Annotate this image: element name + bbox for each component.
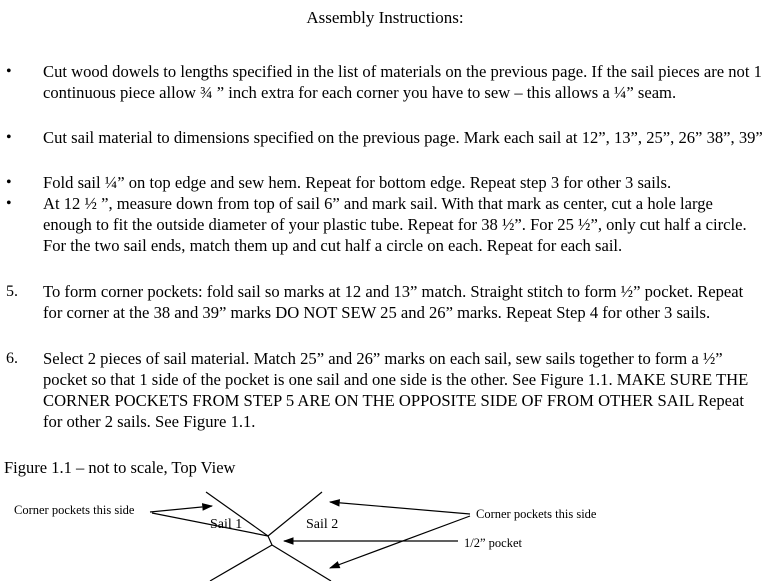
step-text: To form corner pockets: fold sail so marks at 12 and 13” match. Straight stitch to form ½” pocket. Repeat for corner at the 38 and 39” marks DO NOT SEW 25 and 26” marks. Repeat Step 4 for other 3 sails.	[43, 282, 744, 322]
list-item	[0, 193, 770, 281]
step-text: At 12 ½ ”, measure down from top of sail 6” and mark sail. With that mark as center, cut a hole large enough to fit the outside diameter of your plastic tube. Repeat for 38 ½”. For 25 ½”, only cut half a circle. For the two sail ends, match them up and cut half a circle on each. Repeat for each sail.	[43, 194, 747, 255]
step-text: Fold sail ¼” on top edge and sew hem. Repeat for bottom edge. Repeat step 3 for other 3 sails.	[43, 173, 672, 192]
label-sail2: Sail 2	[306, 517, 339, 532]
sail1-bottom-edge	[210, 545, 272, 581]
step-number: 5.	[6, 283, 18, 300]
sail2-lower-edge	[272, 545, 331, 581]
list-item	[0, 348, 770, 431]
figure-diagram	[0, 480, 770, 581]
figure-caption: Figure 1.1 – not to scale, Top View	[4, 458, 236, 477]
arrow-right-label-lower	[330, 516, 470, 568]
step-number: 6.	[6, 350, 18, 367]
bullet-marker: •	[6, 195, 12, 212]
list-item	[0, 127, 770, 172]
list-item	[0, 172, 770, 193]
bullet-marker: •	[6, 129, 12, 146]
step-text: Cut wood dowels to lengths specified in the list of materials on the previous page. If the sail pieces are not 1 continuous piece allow ¾ ” inch extra for each corner you have to sew – this allows a ¼” seam.	[43, 62, 762, 102]
bullet-marker: •	[6, 63, 12, 80]
label-sail1: Sail 1	[210, 517, 243, 532]
label-left: Corner pockets this side	[14, 503, 135, 517]
bullet-marker: •	[6, 174, 12, 191]
page-title: Assembly Instructions:	[306, 8, 464, 27]
pocket-edge	[268, 536, 272, 545]
arrow-left-label	[150, 506, 212, 512]
list-item	[0, 61, 770, 127]
list-item	[0, 281, 770, 348]
arrow-right-label-upper	[330, 502, 470, 514]
instruction-list	[0, 61, 770, 431]
label-pocket: 1/2” pocket	[464, 536, 522, 550]
step-text: Select 2 pieces of sail material. Match 25” and 26” marks on each sail, sew sails together to form a ½” pocket so that 1 side of the pocket is one sail and one side is the other. See Figure 1.1. MAKE SURE THE CORNER POCKETS FROM STEP 5 ARE ON THE OPPOSITE SIDE OF FROM OTHER SAIL Repeat for other 2 sails. See Figure 1.1.	[43, 349, 749, 431]
step-text: Cut sail material to dimensions specified on the previous page. Mark each sail at 12”, 13”, 25”, 26” 38”, 39”	[43, 128, 763, 147]
label-right: Corner pockets this side	[476, 507, 597, 521]
